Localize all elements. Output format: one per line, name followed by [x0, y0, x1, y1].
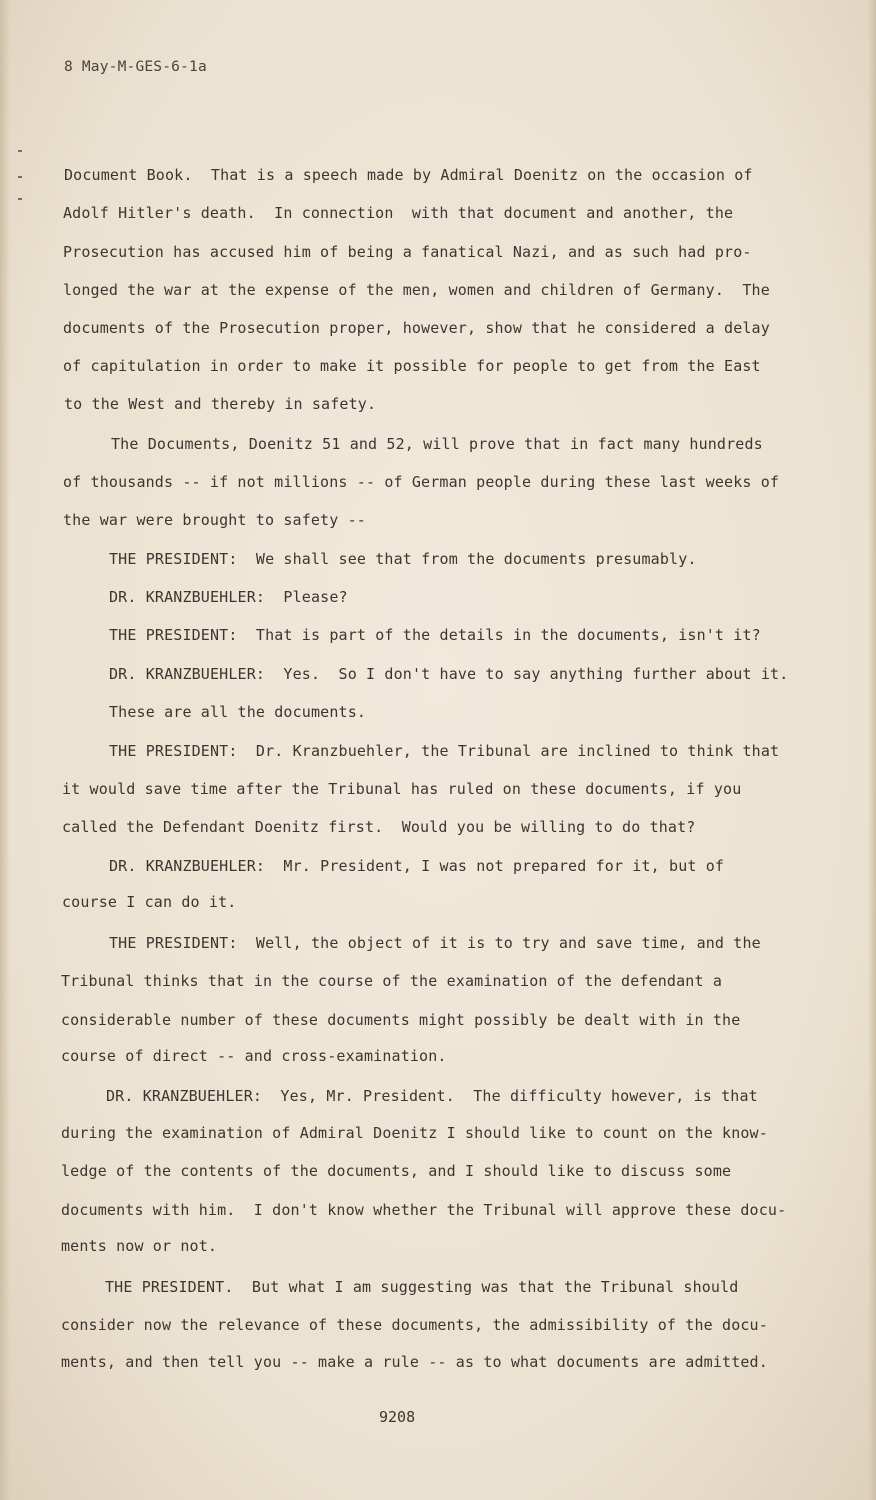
text-line: documents with him. I don't know whether the Tribunal will approve these docu-: [61, 1201, 787, 1219]
text-line: DR. KRANZBUEHLER: Please?: [109, 588, 348, 606]
text-line: THE PRESIDENT: We shall see that from the documents presumably.: [109, 550, 697, 568]
page-number: 9208: [379, 1408, 416, 1426]
text-line: ments now or not.: [61, 1237, 218, 1255]
text-line: The Documents, Doenitz 51 and 52, will prove that in fact many hundreds: [111, 435, 763, 453]
text-line: Prosecution has accused him of being a fanatical Nazi, and as such had pro-: [63, 243, 752, 261]
text-line: THE PRESIDENT. But what I am suggesting was that the Tribunal should: [105, 1278, 739, 1296]
text-line: documents of the Prosecution proper, however, show that he considered a delay: [63, 319, 770, 337]
text-line: it would save time after the Tribunal has ruled on these documents, if you: [62, 780, 742, 798]
text-line: THE PRESIDENT: Well, the object of it is to try and save time, and the: [109, 934, 761, 952]
text-line: DR. KRANZBUEHLER: Yes. So I don't have to say anything further about it.: [109, 665, 789, 683]
document-header: 8 May-M-GES-6-1a: [64, 59, 207, 75]
text-line: considerable number of these documents might possibly be dealt with in the: [61, 1011, 741, 1029]
text-line: THE PRESIDENT: Dr. Kranzbuehler, the Tribunal are inclined to think that: [109, 742, 780, 760]
text-line: Tribunal thinks that in the course of the examination of the defendant a: [61, 972, 723, 990]
text-line: These are all the documents.: [109, 703, 367, 721]
text-line: of capitulation in order to make it possible for people to get from the East: [63, 357, 761, 375]
text-line: consider now the relevance of these documents, the admissibility of the docu-: [61, 1316, 768, 1334]
text-line: ments, and then tell you -- make a rule -- as to what documents are admitted.: [61, 1353, 768, 1371]
text-line: to the West and thereby in safety.: [64, 395, 377, 413]
margin-mark: [18, 176, 22, 178]
text-line: course I can do it.: [62, 893, 237, 911]
margin-mark: [18, 150, 22, 152]
text-line: of thousands -- if not millions -- of German people during these last weeks of: [63, 473, 780, 491]
text-line: called the Defendant Doenitz first. Would you be willing to do that?: [62, 818, 696, 836]
text-line: Document Book. That is a speech made by Admiral Doenitz on the occasion of: [64, 166, 753, 184]
text-line: ledge of the contents of the documents, and I should like to discuss some: [61, 1162, 732, 1180]
text-line: the war were brought to safety --: [63, 511, 366, 529]
text-line: course of direct -- and cross-examination.: [61, 1047, 447, 1065]
page-edge-left: [0, 0, 10, 1500]
text-line: during the examination of Admiral Doenitz I should like to count on the know-: [61, 1124, 768, 1142]
page-edge-right: [868, 0, 876, 1500]
text-line: DR. KRANZBUEHLER: Mr. President, I was not prepared for it, but of: [109, 857, 725, 875]
text-line: DR. KRANZBUEHLER: Yes, Mr. President. The difficulty however, is that: [106, 1087, 758, 1105]
text-line: Adolf Hitler's death. In connection with that document and another, the: [63, 204, 734, 222]
text-line: THE PRESIDENT: That is part of the details in the documents, isn't it?: [109, 626, 761, 644]
margin-mark: [18, 198, 22, 200]
text-line: longed the war at the expense of the men, women and children of Germany. The: [63, 281, 770, 299]
